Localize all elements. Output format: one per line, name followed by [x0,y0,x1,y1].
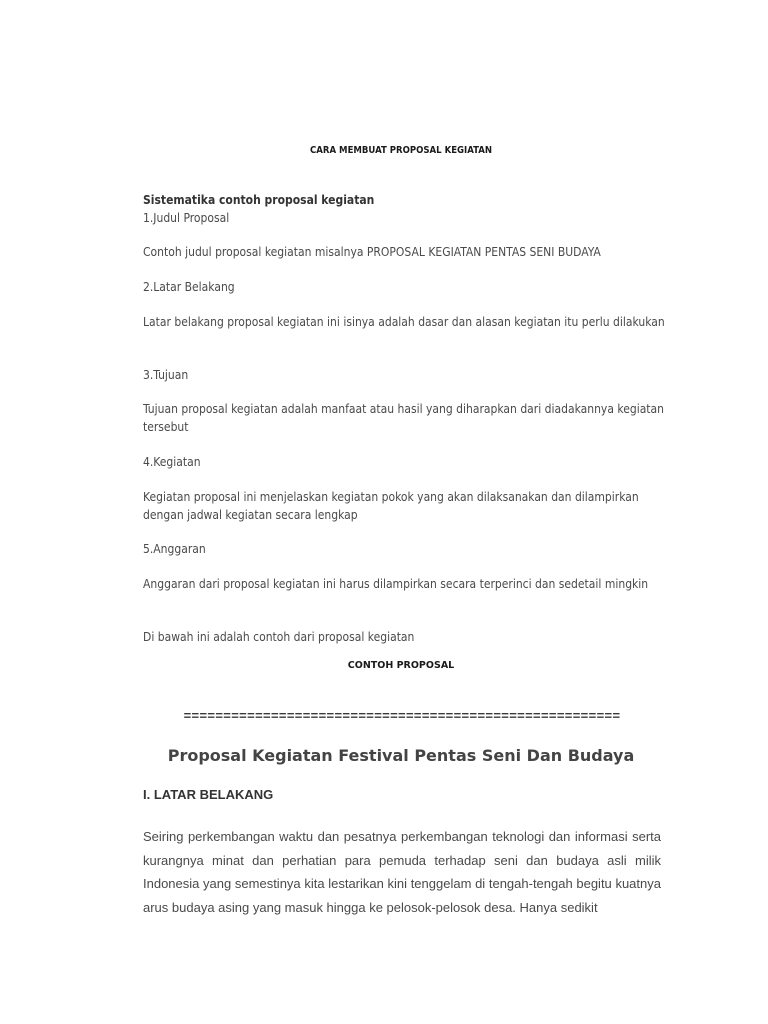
item-3-heading: 3.Tujuan [143,368,189,382]
document-heading: CARA MEMBUAT PROPOSAL KEGIATAN [310,145,492,156]
separator-line: ======================================================= [183,708,621,723]
item-5-heading: 5.Anggaran [143,542,206,556]
item-1-text: Contoh judul proposal kegiatan misalnya PROPOSAL KEGIATAN PENTAS SENI BUDAYA [143,245,601,259]
proposal-title: Proposal Kegiatan Festival Pentas Seni Dan Budaya [167,746,635,765]
item-5-text: Anggaran dari proposal kegiatan ini harus dilampirkan secara terperinci dan sedetail mingkin [143,577,649,591]
item-2-text: Latar belakang proposal kegiatan ini isinya adalah dasar dan alasan kegiatan itu perlu dilakukan [143,315,665,329]
item-2-heading: 2.Latar Belakang [143,280,235,294]
item-1-heading: 1.Judul Proposal [143,211,230,225]
section-body: Seiring perkembangan waktu dan pesatnya perkembangan teknologi dan informasi serta kurangnya minat dan perhatian para pemuda terhadap seni dan budaya asli milik Indonesia yang semestinya kita lestarikan kini tenggelam di tengah-tengah begitu kuatnya arus budaya asing yang masuk hingga ke pelosok-pelosok desa. Hanya sedikit [143,829,661,915]
item-4-heading: 4.Kegiatan [143,455,201,469]
section-heading: I. LATAR BELAKANG [143,787,274,802]
closing-text: Di bawah ini adalah contoh dari proposal kegiatan [143,630,415,644]
contoh-proposal-heading: CONTOH PROPOSAL [347,660,455,671]
item-4-text: Kegiatan proposal ini menjelaskan kegiatan pokok yang akan dilaksanakan dan dilampirkan dengan jadwal kegiatan secara lengkap [143,490,639,522]
item-3-text: Tujuan proposal kegiatan adalah manfaat atau hasil yang diharapkan dari diadakannya kegiatan tersebut [143,402,664,434]
systematics-subtitle: Sistematika contoh proposal kegiatan [143,193,375,207]
